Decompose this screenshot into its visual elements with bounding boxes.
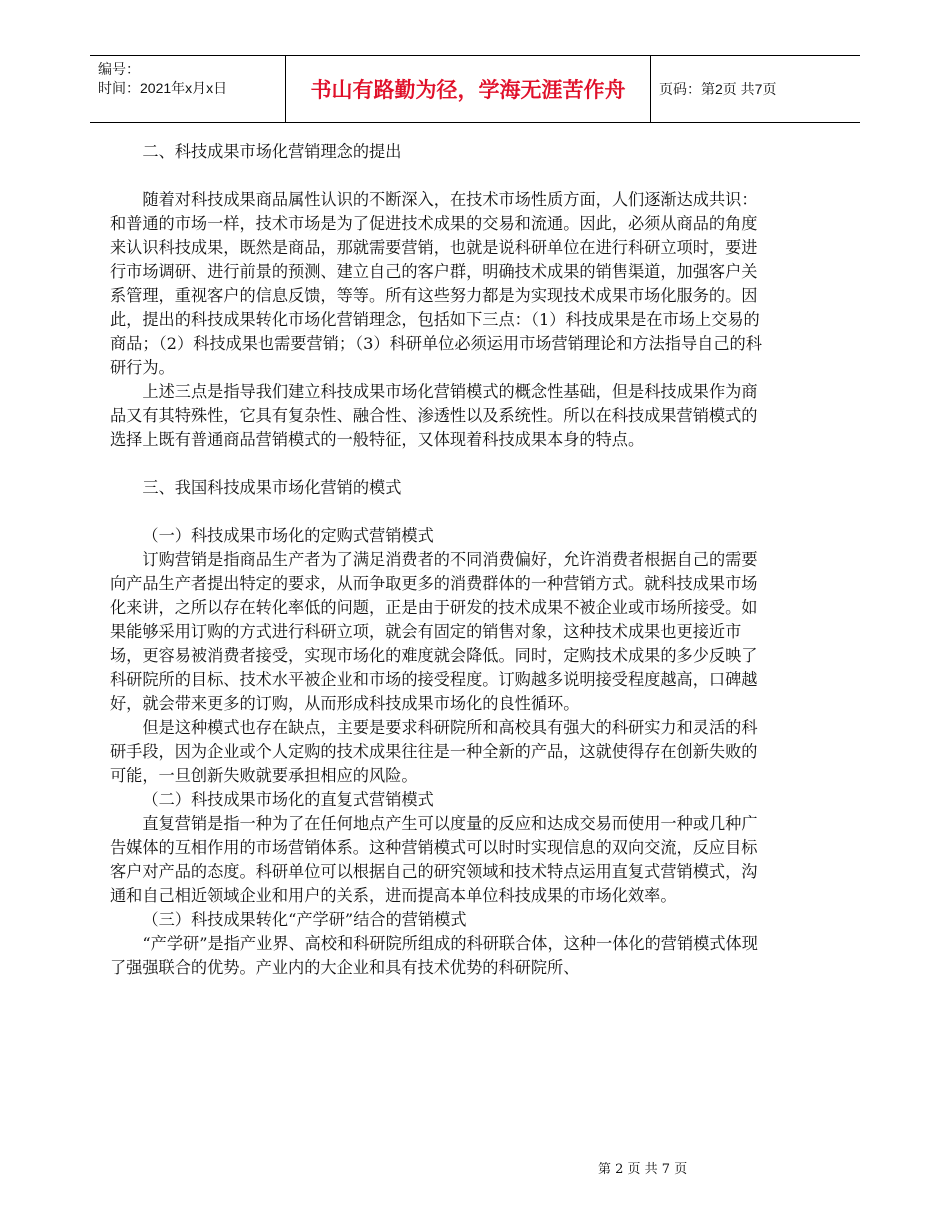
header-page-info: 页码：第2页 共7页 — [659, 81, 777, 97]
paragraph-2: 上述三点是指导我们建立科技成果市场化营销模式的概念性基础，但是科技成果作为商品又有其特殊性，它具有复杂性、融合性、渗透性以及系统性。所以在科技成果营销模式的选择上既有普通商品营销模式的一般特征，又体现着科技成果本身的特点。 — [110, 382, 758, 449]
paragraph-5: 直复营销是指一种为了在任何地点产生可以度量的反应和达成交易而使用一种或几种广告媒体的互相作用的市场营销体系。这种营销模式可以时时实现信息的双向交流，反应目标客户对产品的态度。科研单位可以根据自己的研究领域和技术特点运用直复式营销模式，沟通和自己相近领域企业和用户的关系，进而提高本单位科技成果的市场化效率。 — [110, 814, 758, 905]
header-meta — [90, 56, 286, 122]
section-heading-2: 二、科技成果市场化营销理念的提出 — [142, 142, 402, 161]
paragraph-4: 但是这种模式也存在缺点，主要是要求科研院所和高校具有强大的科研实力和灵活的科研手段，因为企业或个人定购的技术成果往往是一种全新的产品，这就使得存在创新失败的可能，一旦创新失败就要承担相应的风险。 — [110, 718, 758, 785]
section-heading-3: 三、我国科技成果市场化营销的模式 — [142, 478, 402, 497]
subheading-2: （二）科技成果市场化的直复式营销模式 — [142, 790, 434, 809]
document-body — [110, 140, 770, 980]
subheading-3: （三）科技成果转化“产学研”结合的营销模式 — [142, 910, 467, 929]
number-label: 编号： — [98, 61, 140, 77]
paragraph-3: 订购营销是指商品生产者为了满足消费者的不同消费偏好，允许消费者根据自己的需要向产品生产者提出特定的要求，从而争取更多的消费群体的一种营销方式。就科技成果市场化来讲，之所以存在转化率低的问题，正是由于研发的技术成果不被企业或市场所接受。如果能够采用订购的方式进行科研立项，就会有固定的销售对象，这种技术成果也更接近市场，更容易被消费者接受，实现市场化的难度就会降低。同时，定购技术成果的多少反映了科研院所的目标、技术水平被企业和市场的接受程度。订购越多说明接受程度越高，口碑越好，就会带来更多的订购，从而形成科技成果市场化的良性循环。 — [110, 550, 758, 713]
paragraph-1: 随着对科技成果商品属性认识的不断深入，在技术市场性质方面，人们逐渐达成共识：和普通的市场一样，技术市场是为了促进技术成果的交易和流通。因此，必须从商品的角度来认识科技成果，既然是商品，那就需要营销，也就是说科研单位在进行科研立项时，要进行市场调研、进行前景的预测、建立自己的客户群，明确技术成果的销售渠道，加强客户关系管理，重视客户的信息反馈，等等。所有这些努力都是为实现技术成果市场化服务的。因此，提出的科技成果转化市场化营销理念，包括如下三点：（1）科技成果是在市场上交易的商品；（2）科技成果也需要营销；（3）科研单位必须运用市场营销理论和方法指导自己的科研行为。 — [110, 190, 762, 377]
paragraph-6: “产学研”是指产业界、高校和科研院所组成的科研联合体，这种一体化的营销模式体现了强强联合的优势。产业内的大企业和具有技术优势的科研院所、 — [110, 934, 758, 977]
header-motto: 书山有路勤为径，学海无涯苦作舟 — [286, 56, 651, 122]
time-label: 时间：2021年x月x日 — [98, 80, 228, 96]
page-footer: 第 2 页 共 7 页 — [598, 1162, 688, 1177]
subheading-1: （一）科技成果市场化的定购式营销模式 — [142, 526, 434, 545]
page-header — [90, 55, 860, 123]
